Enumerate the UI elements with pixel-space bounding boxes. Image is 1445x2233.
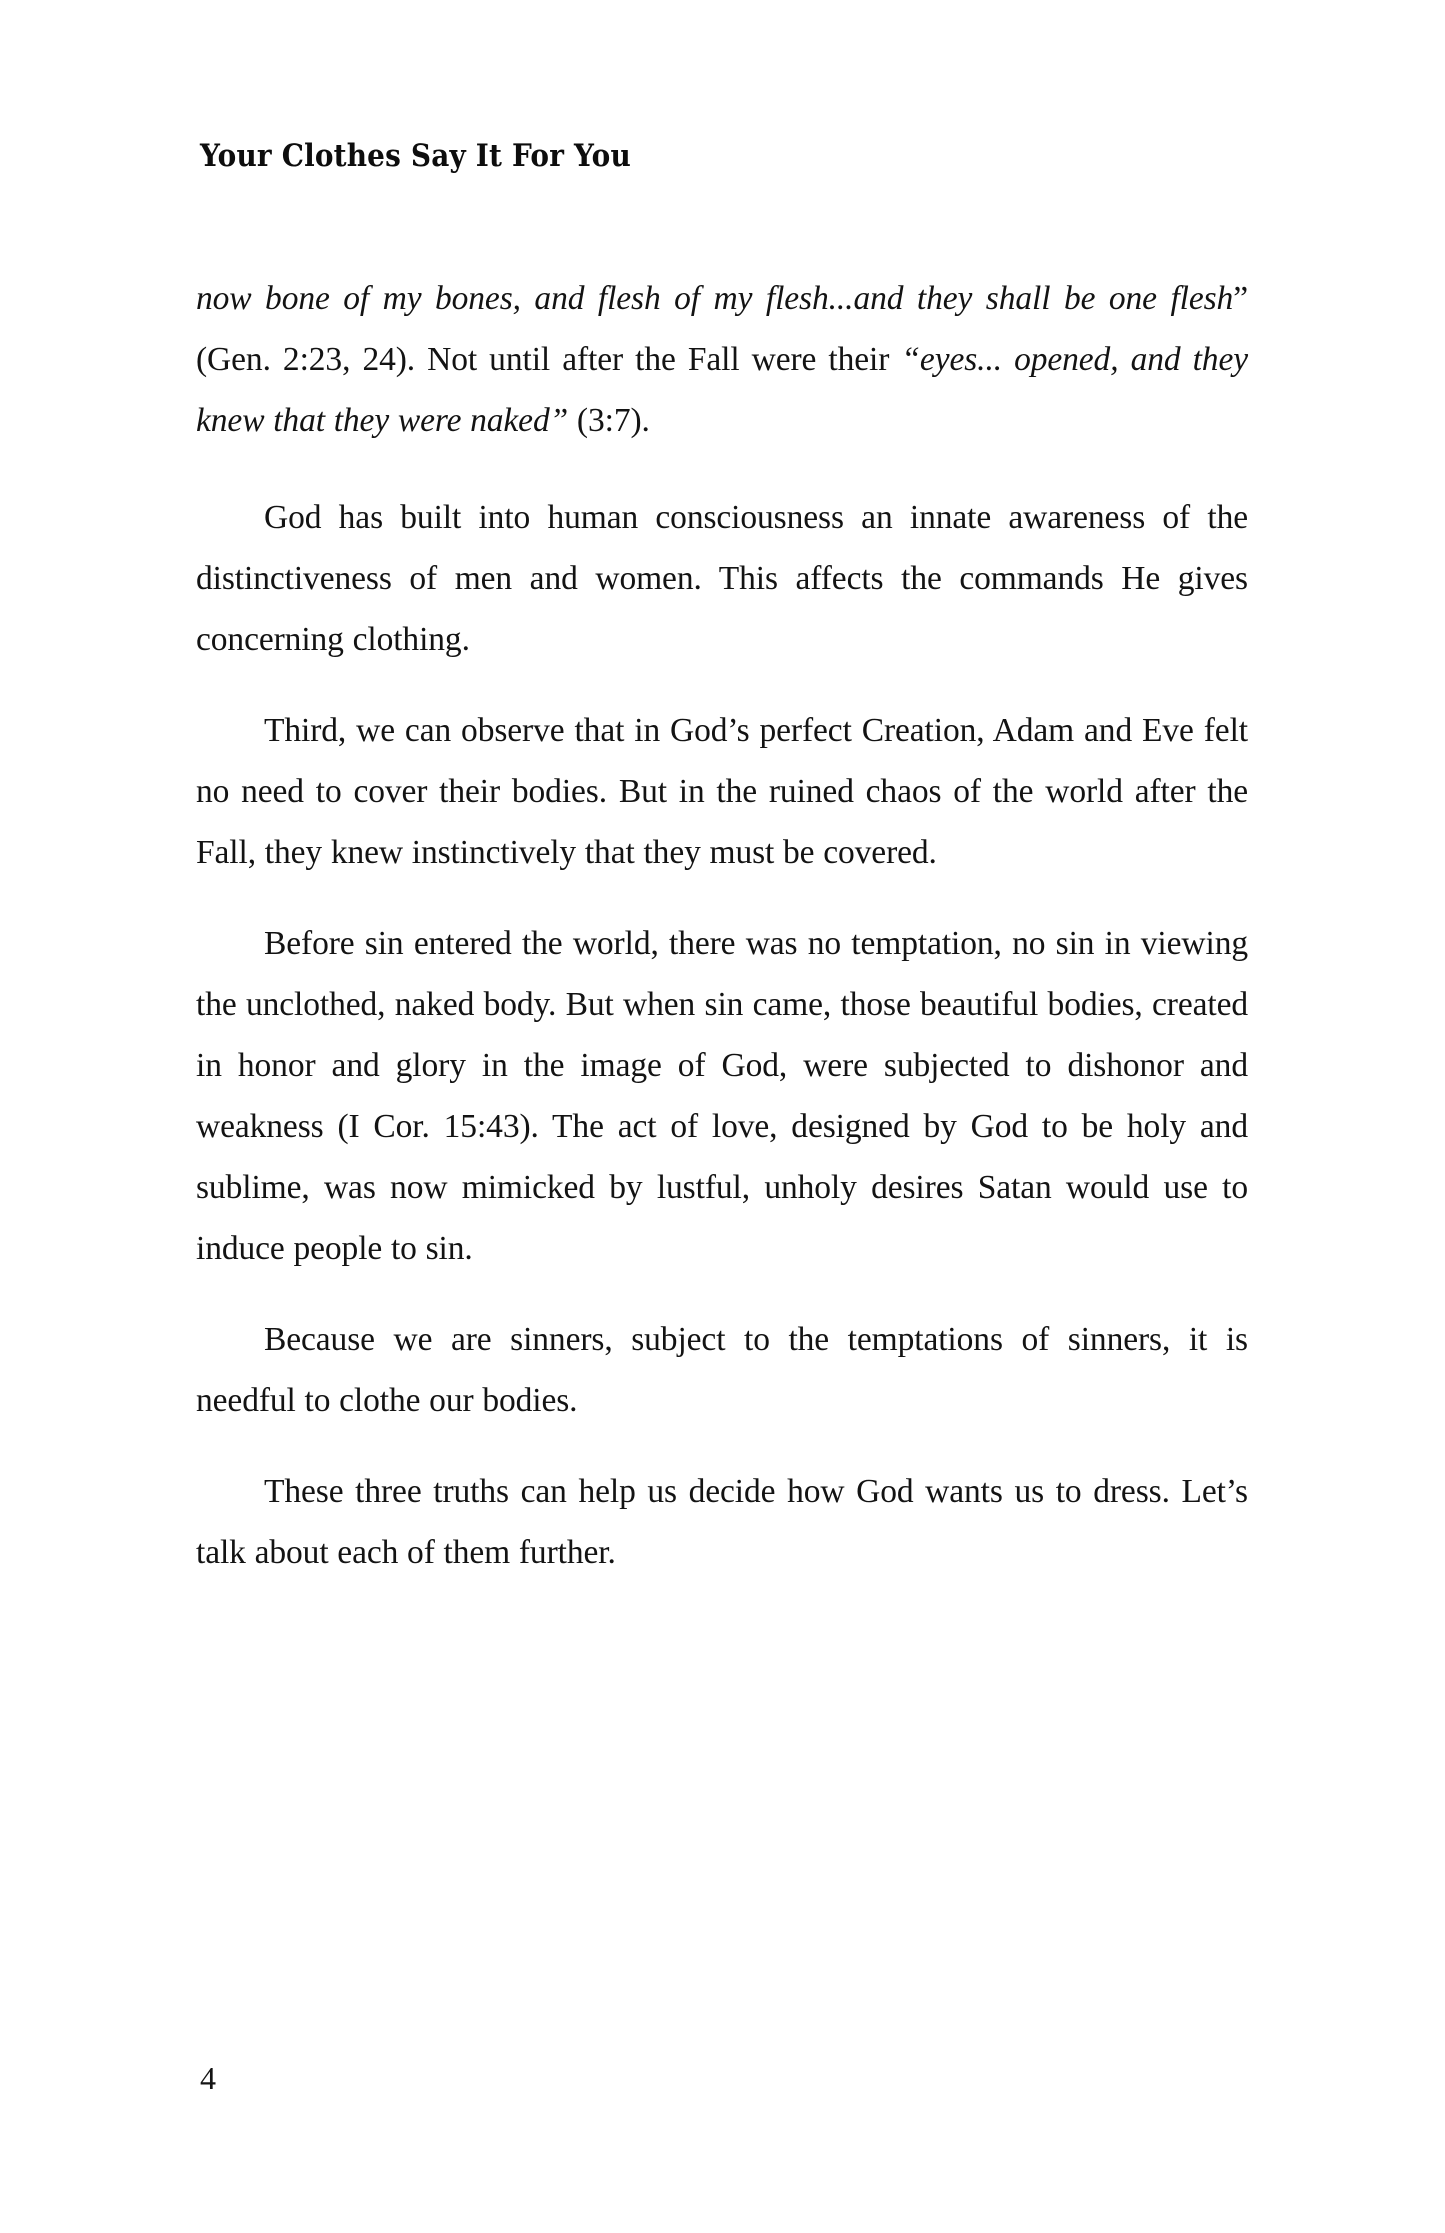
paragraph-innate-awareness: God has built into human consciousness an innate awareness of the distinctiveness of men and women. This affects the commands He gives concerning clothing. [196, 499, 1248, 658]
paragraph-roman-segment-citation: ” (Gen. 2:23, 24). Not until after the Fall were their [196, 280, 1248, 378]
scripture-quote-bone-of-bones: now bone of my bones, and flesh of my flesh...and they shall be one flesh [196, 280, 1234, 317]
body-text-column [196, 268, 1248, 1613]
running-header: Your Clothes Say It For You [200, 138, 631, 174]
scripture-quote-eyes-opened: “eyes... opened, and they knew that they were naked” [196, 341, 1248, 439]
paragraph-roman-segment-reference: (3:7). [568, 402, 650, 439]
paragraph-because-sinners: Because we are sinners, subject to the temptations of sinners, it is needful to clothe our bodies. [196, 1321, 1248, 1419]
paragraph-three-truths: These three truths can help us decide how God wants us to dress. Let’s talk about each of them further. [196, 1473, 1248, 1571]
paragraph-before-sin: Before sin entered the world, there was no temptation, no sin in viewing the unclothed, naked body. But when sin came, those beautiful bodies, created in honor and glory in the image of God, were subjected to dishonor and weakness (I Cor. 15:43). The act of love, designed by God to be holy and sublime, was now mimicked by lustful, unholy desires Satan would use to induce people to sin. [196, 925, 1248, 1267]
page-number: 4 [200, 2060, 216, 2096]
paragraph-third-truth: Third, we can observe that in God’s perfect Creation, Adam and Eve felt no need to cover their bodies. But in the ruined chaos of the world after the Fall, they knew instinctively that they must be covered. [196, 712, 1248, 871]
paragraph-quote-continuation [196, 268, 1248, 451]
